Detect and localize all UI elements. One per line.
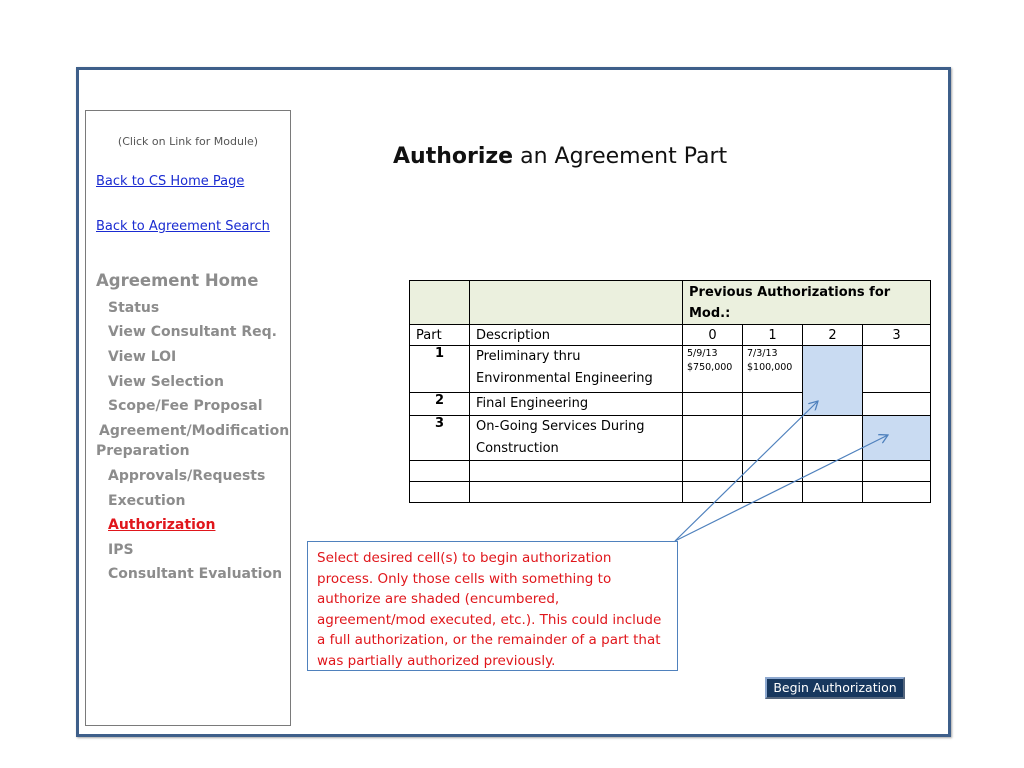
authorization-table [409, 280, 931, 503]
sidebar-heading: Agreement Home [96, 271, 259, 290]
auth-cell-part1-mod3 [863, 346, 931, 393]
sidebar-item-status[interactable]: Status [108, 300, 160, 316]
part-number: 1 [410, 346, 470, 393]
sidebar-item-authorization[interactable]: Authorization [108, 517, 216, 533]
table-row [410, 416, 931, 461]
sidebar-hint: (Click on Link for Module) [117, 135, 259, 148]
auth-cell-part1-mod2-selectable[interactable] [803, 346, 863, 416]
auth-cell-part1-mod0: 5/9/13 $750,000 [683, 346, 743, 393]
table-row-empty [410, 461, 931, 482]
empty-cell [683, 482, 743, 503]
part-description: On-Going Services During Construction [470, 416, 683, 461]
sidebar-item-approvals-requests[interactable]: Approvals/Requests [108, 468, 266, 484]
sidebar-item-consultant-evaluation[interactable]: Consultant Evaluation [108, 566, 283, 582]
sidebar-item-ips[interactable]: IPS [108, 542, 134, 558]
auth-cell-part1-mod1: 7/3/13 $100,000 [743, 346, 803, 393]
begin-authorization-button[interactable]: Begin Authorization [765, 677, 905, 699]
mod-3-column-header: 3 [863, 325, 931, 346]
empty-cell [743, 482, 803, 503]
auth-cell-part3-mod1 [743, 416, 803, 461]
table-row-empty [410, 482, 931, 503]
part-description: Final Engineering [470, 393, 683, 416]
instruction-callout: Select desired cell(s) to begin authorization process. Only those cells with something to authorize are shaded (encumbered, agreement/mod executed, etc.). This could include a full authorization, or the remainder of a part that was partially authorized previously. [307, 541, 678, 671]
sidebar-item-view-selection[interactable]: View Selection [108, 374, 224, 390]
empty-cell [470, 482, 683, 503]
empty-cell [470, 461, 683, 482]
table-row [410, 346, 931, 393]
empty-cell [863, 482, 931, 503]
header-blank-part [410, 281, 470, 325]
sidebar-item-execution[interactable]: Execution [108, 493, 186, 509]
description-column-header: Description [470, 325, 683, 346]
part-number: 2 [410, 393, 470, 416]
auth-cell-part3-mod0 [683, 416, 743, 461]
empty-cell [410, 461, 470, 482]
mod-1-column-header: 1 [743, 325, 803, 346]
previous-authorizations-header: Previous Authorizations for Mod.: [683, 281, 931, 325]
empty-cell [803, 461, 863, 482]
sidebar-item-agreement-modification-preparation[interactable]: Agreement/Modification Preparation [96, 423, 290, 459]
auth-cell-part3-mod2 [803, 416, 863, 461]
page-title [393, 144, 727, 169]
empty-cell [683, 461, 743, 482]
mod-2-column-header: 2 [803, 325, 863, 346]
back-to-cs-home-link[interactable]: Back to CS Home Page [96, 174, 245, 189]
page-title-bold: Authorize [393, 144, 514, 169]
sidebar-item-view-loi[interactable]: View LOI [108, 349, 177, 365]
auth-cell-part2-mod1 [743, 393, 803, 416]
sidebar [85, 110, 291, 726]
back-to-agreement-search-link[interactable]: Back to Agreement Search [96, 219, 270, 234]
part-description: Preliminary thru Environmental Engineering [470, 346, 683, 393]
empty-cell [743, 461, 803, 482]
part-number: 3 [410, 416, 470, 461]
empty-cell [803, 482, 863, 503]
auth-cell-part3-mod3-selectable[interactable] [863, 416, 931, 461]
auth-cell-part2-mod3 [863, 393, 931, 416]
sidebar-item-scope-fee-proposal[interactable]: Scope/Fee Proposal [108, 398, 263, 414]
sidebar-item-view-consultant-req[interactable]: View Consultant Req. [108, 324, 277, 340]
page-title-rest: an Agreement Part [513, 144, 728, 169]
part-column-header: Part [410, 325, 470, 346]
auth-cell-part2-mod0 [683, 393, 743, 416]
header-blank-description [470, 281, 683, 325]
empty-cell [863, 461, 931, 482]
empty-cell [410, 482, 470, 503]
mod-0-column-header: 0 [683, 325, 743, 346]
